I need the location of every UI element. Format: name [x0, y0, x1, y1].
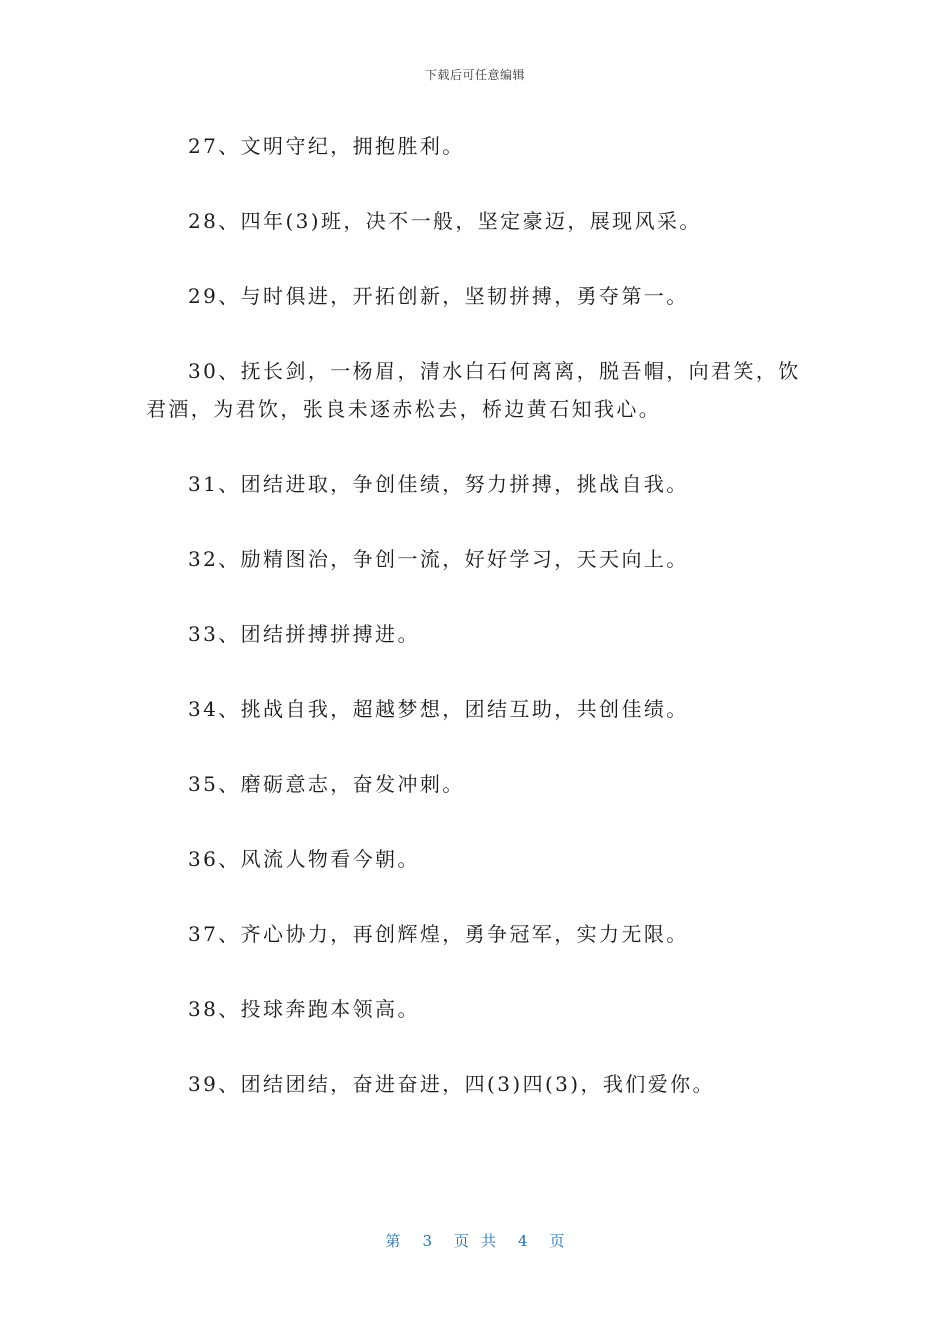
paragraph-35: 35、磨砺意志，奋发冲刺。 — [188, 771, 465, 796]
paragraph-34: 34、挑战自我，超越梦想，团结互助，共创佳绩。 — [188, 696, 689, 721]
paragraph-33: 33、团结拼搏拼搏进。 — [188, 621, 420, 646]
paragraph-27: 27、文明守纪，拥抱胜利。 — [188, 134, 465, 158]
paragraph-28: 28、四年(3)班，决不一般，坚定豪迈，展现风采。 — [188, 209, 702, 233]
paragraph-36: 36、风流人物看今朝。 — [188, 846, 420, 871]
paragraph-37: 37、齐心协力，再创辉煌，勇争冠军，实力无限。 — [188, 921, 689, 946]
page-header: 下载后可任意编辑 — [424, 68, 525, 82]
paragraph-31: 31、团结进取，争创佳绩，努力拼搏，挑战自我。 — [188, 471, 689, 496]
page-footer — [0, 1230, 950, 1251]
paragraph-39: 39、团结团结，奋进奋进，四(3)四(3)，我们爱你。 — [188, 1071, 715, 1096]
paragraph-30: 30、抚长剑，一杨眉，清水白石何离离，脱吾帽，向君笑，饮君酒，为君饮，张良未逐赤松去，桥边黄石知我心。 — [146, 359, 801, 421]
footer-current-page: 3 — [422, 1232, 432, 1250]
footer-middle: 页共 — [453, 1232, 508, 1250]
footer-prefix: 第 — [385, 1232, 401, 1250]
footer-suffix: 页 — [549, 1232, 565, 1250]
footer-total-pages: 4 — [518, 1232, 528, 1250]
document-body — [146, 128, 806, 1141]
paragraph-29: 29、与时俱进，开拓创新，坚韧拼搏，勇夺第一。 — [188, 284, 689, 308]
paragraph-32: 32、励精图治，争创一流，好好学习，天天向上。 — [188, 546, 689, 571]
paragraph-38: 38、投球奔跑本领高。 — [188, 996, 420, 1021]
